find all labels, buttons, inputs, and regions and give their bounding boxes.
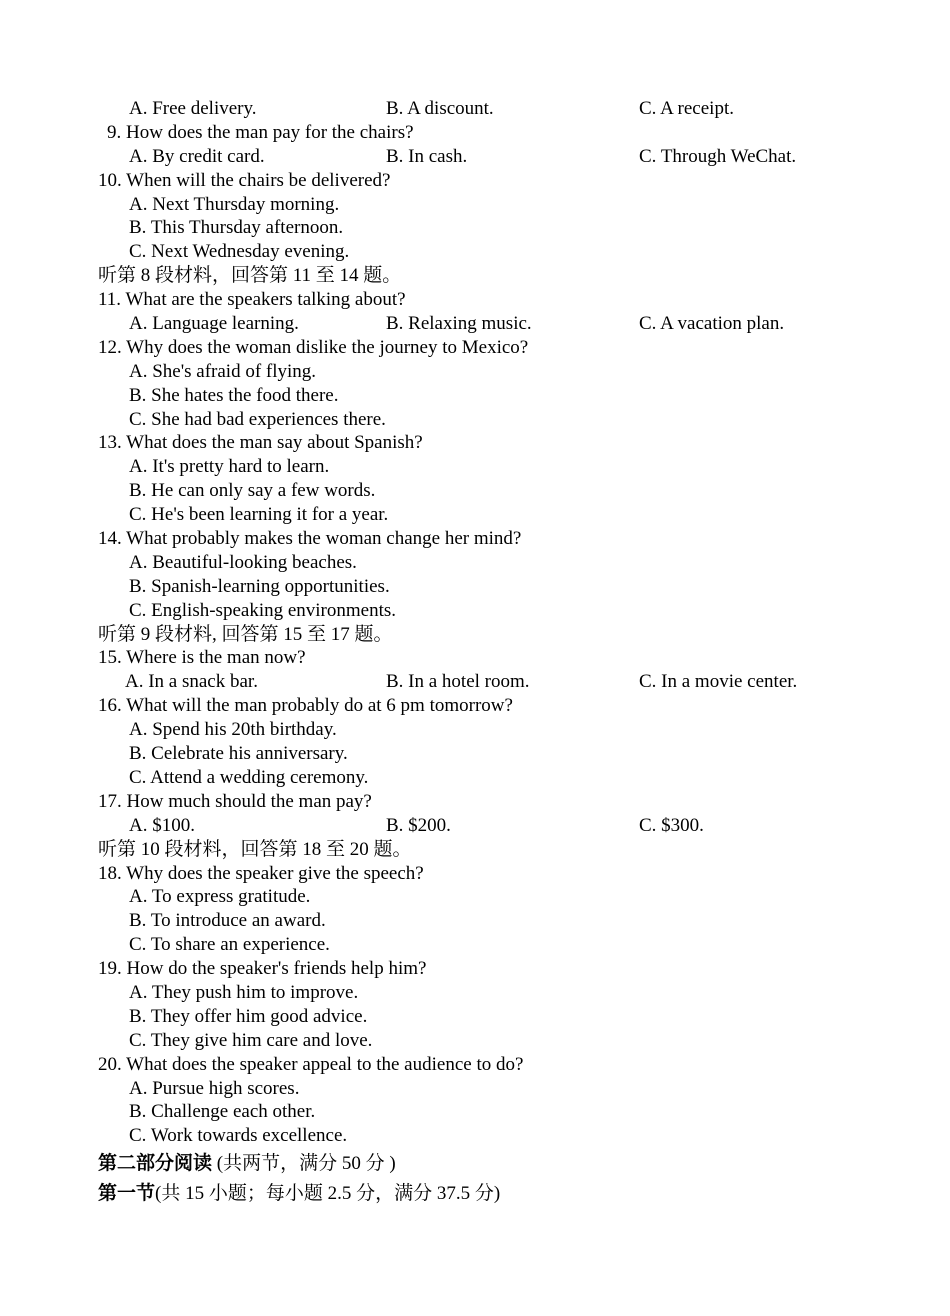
part-2-note: (共两节，满分 50 分 ) [216, 1153, 396, 1175]
option-b: B. A discount. [386, 98, 494, 119]
part-2-section-1-heading [0, 1182, 950, 1206]
question-15: 15. Where is the man now? [98, 647, 306, 669]
question-9: 9. How does the man pay for the chairs? [107, 121, 414, 143]
section-8-heading: 听第 8 段材料，回答第 11 至 14 题。 [98, 265, 402, 287]
part-2-heading [0, 1152, 950, 1176]
option-c: C. In a movie center. [639, 671, 798, 693]
option-c: C. She had bad experiences there. [129, 408, 386, 430]
section-1-note: (共 15 小题；每小题 2.5 分，满分 37.5 分) [155, 1183, 501, 1205]
option-a: A. Pursue high scores. [129, 1077, 300, 1099]
option-a: A. It's pretty hard to learn. [129, 456, 330, 478]
option-c: C. To share an experience. [129, 934, 330, 956]
question-16: 16. What will the man probably do at 6 pm tomorrow? [98, 695, 513, 717]
option-a: A. Free delivery. [129, 98, 257, 119]
option-b: B. Celebrate his anniversary. [129, 743, 348, 765]
section-1-title: 第一节 [98, 1183, 156, 1205]
option-b: B. They offer him good advice. [129, 1005, 368, 1027]
option-a: A. In a snack bar. [125, 671, 258, 693]
option-a: A. To express gratitude. [129, 886, 311, 908]
question-13: 13. What does the man say about Spanish? [98, 432, 423, 454]
question-10: 10. When will the chairs be delivered? [98, 169, 391, 191]
question-17: 17. How much should the man pay? [98, 790, 372, 812]
q11-options-row [0, 312, 950, 336]
option-c: C. $300. [639, 814, 704, 836]
option-a: A. Next Thursday morning. [129, 193, 340, 215]
question-19: 19. How do the speaker's friends help him? [98, 958, 427, 980]
question-12: 12. Why does the woman dislike the journey to Mexico? [98, 336, 529, 358]
option-b: B. To introduce an award. [129, 910, 326, 932]
option-a: A. She's afraid of flying. [129, 360, 317, 382]
option-a: A. Language learning. [129, 313, 299, 335]
option-a: A. Beautiful-looking beaches. [129, 551, 357, 573]
option-c: C. English-speaking environments. [129, 599, 397, 621]
q9-options-row [0, 145, 950, 169]
option-b: B. This Thursday afternoon. [129, 217, 344, 239]
option-c: C. Through WeChat. [639, 145, 797, 167]
option-a: A. By credit card. [129, 145, 265, 167]
option-b: B. Relaxing music. [386, 313, 532, 335]
option-a: A. Spend his 20th birthday. [129, 719, 337, 741]
option-b: B. He can only say a few words. [129, 480, 376, 502]
option-c: C. Attend a wedding ceremony. [129, 766, 369, 788]
option-c: C. A vacation plan. [639, 313, 785, 335]
question-14: 14. What probably makes the woman change her mind? [98, 528, 522, 550]
option-c: C. Next Wednesday evening. [129, 241, 350, 263]
option-c: C. They give him care and love. [129, 1029, 373, 1051]
question-20: 20. What does the speaker appeal to the audience to do? [98, 1053, 524, 1075]
exam-page [0, 97, 950, 1206]
q15-options-row [0, 670, 950, 694]
option-b: B. $200. [386, 814, 451, 836]
question-18: 18. Why does the speaker give the speech? [98, 862, 424, 884]
option-b: B. In cash. [386, 145, 468, 167]
option-c: C. He's been learning it for a year. [129, 504, 389, 526]
q8-options-row [0, 97, 950, 121]
part-2-title: 第二部分阅读 [98, 1153, 213, 1175]
option-a: A. $100. [129, 814, 195, 836]
option-b: B. She hates the food there. [129, 384, 339, 406]
option-c: C. A receipt. [639, 98, 734, 119]
question-11: 11. What are the speakers talking about? [98, 289, 406, 311]
section-9-heading: 听第 9 段材料, 回答第 15 至 17 题。 [98, 623, 393, 645]
section-10-heading: 听第 10 段材料，回答第 18 至 20 题。 [98, 838, 412, 860]
q17-options-row [0, 814, 950, 838]
option-b: B. Spanish-learning opportunities. [129, 575, 390, 597]
option-c: C. Work towards excellence. [129, 1125, 348, 1147]
option-a: A. They push him to improve. [129, 981, 359, 1003]
option-b: B. In a hotel room. [386, 671, 530, 693]
option-b: B. Challenge each other. [129, 1101, 316, 1123]
